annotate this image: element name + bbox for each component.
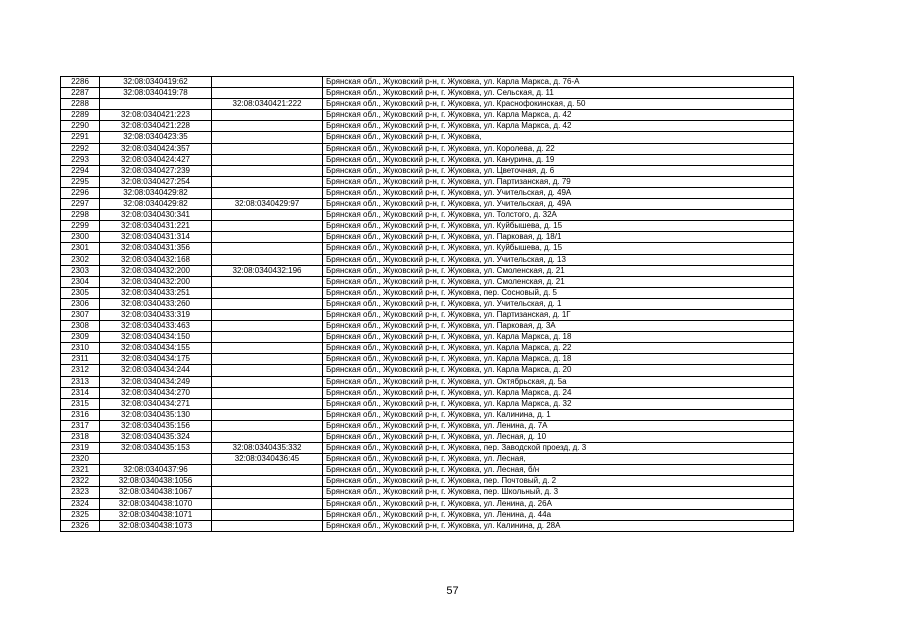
row-number-cell: 2293 — [61, 154, 100, 165]
cadastral-number-cell — [100, 454, 212, 465]
row-number-cell: 2315 — [61, 398, 100, 409]
row-number-cell: 2309 — [61, 332, 100, 343]
cadastral-number-cell: 32:08:0340435:324 — [100, 432, 212, 443]
cadastral-number-cell: 32:08:0340427:254 — [100, 176, 212, 187]
row-number-cell: 2326 — [61, 520, 100, 531]
address-cell: Брянская обл., Жуковский р-н, г. Жуковка, ул. Карла Маркса, д. 42 — [323, 121, 794, 132]
cadastral-number-cell: 32:08:0340435:130 — [100, 409, 212, 420]
cadastral-number-cell: 32:08:0340427:239 — [100, 165, 212, 176]
address-cell: Брянская обл., Жуковский р-н, г. Жуковка, ул. Куйбышева, д. 15 — [323, 243, 794, 254]
related-cadastral-number-cell — [212, 409, 323, 420]
cadastral-number-cell: 32:08:0340424:357 — [100, 143, 212, 154]
table-row — [61, 154, 794, 165]
related-cadastral-number-cell — [212, 309, 323, 320]
row-number-cell: 2314 — [61, 387, 100, 398]
related-cadastral-number-cell — [212, 498, 323, 509]
row-number-cell: 2318 — [61, 432, 100, 443]
row-number-cell: 2299 — [61, 221, 100, 232]
address-cell: Брянская обл., Жуковский р-н, г. Жуковка, ул. Карла Маркса, д. 42 — [323, 110, 794, 121]
related-cadastral-number-cell — [212, 143, 323, 154]
related-cadastral-number-cell — [212, 332, 323, 343]
table-row — [61, 287, 794, 298]
address-cell: Брянская обл., Жуковский р-н, г. Жуковка, ул. Парковая, д. 18/1 — [323, 232, 794, 243]
table-row — [61, 121, 794, 132]
cadastral-number-cell: 32:08:0340431:356 — [100, 243, 212, 254]
related-cadastral-number-cell — [212, 132, 323, 143]
table-row — [61, 210, 794, 221]
related-cadastral-number-cell — [212, 509, 323, 520]
cadastral-number-cell: 32:08:0340438:1071 — [100, 509, 212, 520]
table-row — [61, 487, 794, 498]
table-row — [61, 420, 794, 431]
address-cell: Брянская обл., Жуковский р-н, г. Жуковка, ул. Лесная, д. 10 — [323, 432, 794, 443]
row-number-cell: 2311 — [61, 354, 100, 365]
related-cadastral-number-cell — [212, 365, 323, 376]
related-cadastral-number-cell — [212, 243, 323, 254]
cadastral-number-cell: 32:08:0340429:82 — [100, 199, 212, 210]
cadastral-number-cell: 32:08:0340434:270 — [100, 387, 212, 398]
cadastral-number-cell: 32:08:0340437:96 — [100, 465, 212, 476]
row-number-cell: 2322 — [61, 476, 100, 487]
related-cadastral-number-cell — [212, 298, 323, 309]
table-row — [61, 432, 794, 443]
address-cell: Брянская обл., Жуковский р-н, г. Жуковка, ул. Куйбышева, д. 15 — [323, 221, 794, 232]
cadastral-number-cell: 32:08:0340434:249 — [100, 376, 212, 387]
table-row — [61, 265, 794, 276]
table-row — [61, 143, 794, 154]
address-cell: Брянская обл., Жуковский р-н, г. Жуковка, ул. Смоленская, д. 21 — [323, 265, 794, 276]
row-number-cell: 2316 — [61, 409, 100, 420]
table-row — [61, 321, 794, 332]
address-cell: Брянская обл., Жуковский р-н, г. Жуковка, пер. Заводской проезд, д. 3 — [323, 443, 794, 454]
related-cadastral-number-cell: 32:08:0340436:45 — [212, 454, 323, 465]
related-cadastral-number-cell — [212, 376, 323, 387]
address-cell: Брянская обл., Жуковский р-н, г. Жуковка, ул. Карла Маркса, д. 22 — [323, 343, 794, 354]
cadastral-number-cell: 32:08:0340431:221 — [100, 221, 212, 232]
row-number-cell: 2310 — [61, 343, 100, 354]
related-cadastral-number-cell — [212, 343, 323, 354]
related-cadastral-number-cell — [212, 121, 323, 132]
related-cadastral-number-cell: 32:08:0340429:97 — [212, 199, 323, 210]
cadastral-number-cell: 32:08:0340421:228 — [100, 121, 212, 132]
related-cadastral-number-cell: 32:08:0340435:332 — [212, 443, 323, 454]
row-number-cell: 2304 — [61, 276, 100, 287]
address-cell: Брянская обл., Жуковский р-н, г. Жуковка, ул. Партизанская, д. 79 — [323, 176, 794, 187]
address-cell: Брянская обл., Жуковский р-н, г. Жуковка, ул. Карла Маркса, д. 18 — [323, 332, 794, 343]
row-number-cell: 2287 — [61, 88, 100, 99]
address-cell: Брянская обл., Жуковский р-н, г. Жуковка, ул. Октябрьская, д. 5а — [323, 376, 794, 387]
cadastral-number-cell: 32:08:0340433:319 — [100, 309, 212, 320]
table-row — [61, 398, 794, 409]
address-cell: Брянская обл., Жуковский р-н, г. Жуковка, ул. Карла Маркса, д. 24 — [323, 387, 794, 398]
page-number: 57 — [446, 585, 459, 597]
row-number-cell: 2289 — [61, 110, 100, 121]
address-cell: Брянская обл., Жуковский р-н, г. Жуковка, ул. Калинина, д. 1 — [323, 409, 794, 420]
row-number-cell: 2319 — [61, 443, 100, 454]
table-row — [61, 309, 794, 320]
address-cell: Брянская обл., Жуковский р-н, г. Жуковка, ул. Партизанская, д. 1Г — [323, 309, 794, 320]
cadastral-number-cell: 32:08:0340438:1070 — [100, 498, 212, 509]
table-row — [61, 99, 794, 110]
row-number-cell: 2296 — [61, 187, 100, 198]
related-cadastral-number-cell — [212, 187, 323, 198]
address-cell: Брянская обл., Жуковский р-н, г. Жуковка, ул. Ленина, д. 44а — [323, 509, 794, 520]
table-row — [61, 343, 794, 354]
row-number-cell: 2306 — [61, 298, 100, 309]
registry-table — [60, 76, 794, 532]
table-row — [61, 232, 794, 243]
cadastral-number-cell: 32:08:0340438:1067 — [100, 487, 212, 498]
table-row — [61, 276, 794, 287]
cadastral-number-cell: 32:08:0340435:156 — [100, 420, 212, 431]
related-cadastral-number-cell: 32:08:0340421:222 — [212, 99, 323, 110]
related-cadastral-number-cell — [212, 232, 323, 243]
cadastral-number-cell: 32:08:0340434:244 — [100, 365, 212, 376]
related-cadastral-number-cell — [212, 321, 323, 332]
cadastral-number-cell: 32:08:0340432:168 — [100, 254, 212, 265]
related-cadastral-number-cell — [212, 221, 323, 232]
table-row — [61, 243, 794, 254]
row-number-cell: 2291 — [61, 132, 100, 143]
related-cadastral-number-cell — [212, 465, 323, 476]
address-cell: Брянская обл., Жуковский р-н, г. Жуковка, ул. Карла Маркса, д. 18 — [323, 354, 794, 365]
cadastral-number-cell: 32:08:0340438:1056 — [100, 476, 212, 487]
cadastral-number-cell: 32:08:0340438:1073 — [100, 520, 212, 531]
table-row — [61, 298, 794, 309]
cadastral-number-cell: 32:08:0340433:463 — [100, 321, 212, 332]
related-cadastral-number-cell — [212, 254, 323, 265]
cadastral-number-cell: 32:08:0340431:314 — [100, 232, 212, 243]
related-cadastral-number-cell — [212, 88, 323, 99]
table-row — [61, 354, 794, 365]
row-number-cell: 2302 — [61, 254, 100, 265]
address-cell: Брянская обл., Жуковский р-н, г. Жуковка, — [323, 132, 794, 143]
related-cadastral-number-cell — [212, 154, 323, 165]
address-cell: Брянская обл., Жуковский р-н, г. Жуковка, ул. Смоленская, д. 21 — [323, 276, 794, 287]
related-cadastral-number-cell — [212, 432, 323, 443]
related-cadastral-number-cell — [212, 487, 323, 498]
address-cell: Брянская обл., Жуковский р-н, г. Жуковка, ул. Королева, д. 22 — [323, 143, 794, 154]
related-cadastral-number-cell — [212, 476, 323, 487]
related-cadastral-number-cell — [212, 398, 323, 409]
table-row — [61, 110, 794, 121]
related-cadastral-number-cell — [212, 354, 323, 365]
cadastral-number-cell: 32:08:0340429:82 — [100, 187, 212, 198]
row-number-cell: 2305 — [61, 287, 100, 298]
related-cadastral-number-cell — [212, 276, 323, 287]
cadastral-number-cell: 32:08:0340419:62 — [100, 77, 212, 88]
address-cell: Брянская обл., Жуковский р-н, г. Жуковка, пер. Почтовый, д. 2 — [323, 476, 794, 487]
cadastral-number-cell: 32:08:0340424:427 — [100, 154, 212, 165]
cadastral-number-cell: 32:08:0340419:78 — [100, 88, 212, 99]
table-row — [61, 254, 794, 265]
address-cell: Брянская обл., Жуковский р-н, г. Жуковка, ул. Карла Маркса, д. 32 — [323, 398, 794, 409]
address-cell: Брянская обл., Жуковский р-н, г. Жуковка, ул. Учительская, д. 49А — [323, 199, 794, 210]
table-row — [61, 465, 794, 476]
table-row — [61, 176, 794, 187]
row-number-cell: 2317 — [61, 420, 100, 431]
cadastral-number-cell: 32:08:0340432:200 — [100, 276, 212, 287]
address-cell: Брянская обл., Жуковский р-н, г. Жуковка, ул. Учительская, д. 1 — [323, 298, 794, 309]
row-number-cell: 2300 — [61, 232, 100, 243]
row-number-cell: 2307 — [61, 309, 100, 320]
table-row — [61, 187, 794, 198]
table-row — [61, 199, 794, 210]
row-number-cell: 2290 — [61, 121, 100, 132]
address-cell: Брянская обл., Жуковский р-н, г. Жуковка, ул. Учительская, д. 49А — [323, 187, 794, 198]
address-cell: Брянская обл., Жуковский р-н, г. Жуковка, ул. Ленина, д. 7А — [323, 420, 794, 431]
row-number-cell: 2295 — [61, 176, 100, 187]
related-cadastral-number-cell — [212, 387, 323, 398]
address-cell: Брянская обл., Жуковский р-н, г. Жуковка, ул. Цветочная, д. 6 — [323, 165, 794, 176]
table-row — [61, 332, 794, 343]
related-cadastral-number-cell: 32:08:0340432:196 — [212, 265, 323, 276]
cadastral-number-cell — [100, 99, 212, 110]
table-row — [61, 165, 794, 176]
table-row — [61, 520, 794, 531]
table-row — [61, 88, 794, 99]
table-row — [61, 476, 794, 487]
row-number-cell: 2320 — [61, 454, 100, 465]
address-cell: Брянская обл., Жуковский р-н, г. Жуковка, ул. Толстого, д. 32А — [323, 210, 794, 221]
row-number-cell: 2324 — [61, 498, 100, 509]
address-cell: Брянская обл., Жуковский р-н, г. Жуковка, ул. Лесная, б/н — [323, 465, 794, 476]
cadastral-number-cell: 32:08:0340432:200 — [100, 265, 212, 276]
row-number-cell: 2323 — [61, 487, 100, 498]
related-cadastral-number-cell — [212, 176, 323, 187]
table-row — [61, 387, 794, 398]
table-row — [61, 454, 794, 465]
cadastral-number-cell: 32:08:0340423:35 — [100, 132, 212, 143]
row-number-cell: 2286 — [61, 77, 100, 88]
row-number-cell: 2325 — [61, 509, 100, 520]
cadastral-number-cell: 32:08:0340434:150 — [100, 332, 212, 343]
related-cadastral-number-cell — [212, 420, 323, 431]
row-number-cell: 2321 — [61, 465, 100, 476]
address-cell: Брянская обл., Жуковский р-н, г. Жуковка, ул. Карла Маркса, д. 76-А — [323, 77, 794, 88]
table-row — [61, 443, 794, 454]
related-cadastral-number-cell — [212, 287, 323, 298]
address-cell: Брянская обл., Жуковский р-н, г. Жуковка, ул. Краснофокинская, д. 50 — [323, 99, 794, 110]
row-number-cell: 2292 — [61, 143, 100, 154]
address-cell: Брянская обл., Жуковский р-н, г. Жуковка, ул. Калинина, д. 28А — [323, 520, 794, 531]
cadastral-number-cell: 32:08:0340433:251 — [100, 287, 212, 298]
row-number-cell: 2308 — [61, 321, 100, 332]
related-cadastral-number-cell — [212, 210, 323, 221]
row-number-cell: 2312 — [61, 365, 100, 376]
address-cell: Брянская обл., Жуковский р-н, г. Жуковка, пер. Школьный, д. 3 — [323, 487, 794, 498]
related-cadastral-number-cell — [212, 165, 323, 176]
row-number-cell: 2297 — [61, 199, 100, 210]
related-cadastral-number-cell — [212, 77, 323, 88]
cadastral-number-cell: 32:08:0340434:271 — [100, 398, 212, 409]
table-row — [61, 509, 794, 520]
row-number-cell: 2303 — [61, 265, 100, 276]
address-cell: Брянская обл., Жуковский р-н, г. Жуковка, ул. Канурина, д. 19 — [323, 154, 794, 165]
cadastral-number-cell: 32:08:0340434:175 — [100, 354, 212, 365]
table-row — [61, 221, 794, 232]
row-number-cell: 2313 — [61, 376, 100, 387]
cadastral-number-cell: 32:08:0340433:260 — [100, 298, 212, 309]
related-cadastral-number-cell — [212, 520, 323, 531]
table-row — [61, 376, 794, 387]
row-number-cell: 2294 — [61, 165, 100, 176]
table-row — [61, 498, 794, 509]
registry-table-body — [61, 77, 794, 532]
row-number-cell: 2288 — [61, 99, 100, 110]
address-cell: Брянская обл., Жуковский р-н, г. Жуковка, ул. Ленина, д. 26А — [323, 498, 794, 509]
address-cell: Брянская обл., Жуковский р-н, г. Жуковка, ул. Карла Маркса, д. 20 — [323, 365, 794, 376]
row-number-cell: 2298 — [61, 210, 100, 221]
address-cell: Брянская обл., Жуковский р-н, г. Жуковка, ул. Парковая, д. 3А — [323, 321, 794, 332]
cadastral-number-cell: 32:08:0340430:341 — [100, 210, 212, 221]
table-row — [61, 409, 794, 420]
address-cell: Брянская обл., Жуковский р-н, г. Жуковка, ул. Сельская, д. 11 — [323, 88, 794, 99]
related-cadastral-number-cell — [212, 110, 323, 121]
cadastral-number-cell: 32:08:0340434:155 — [100, 343, 212, 354]
address-cell: Брянская обл., Жуковский р-н, г. Жуковка, ул. Учительская, д. 13 — [323, 254, 794, 265]
table-row — [61, 365, 794, 376]
cadastral-number-cell: 32:08:0340435:153 — [100, 443, 212, 454]
cadastral-number-cell: 32:08:0340421:223 — [100, 110, 212, 121]
address-cell: Брянская обл., Жуковский р-н, г. Жуковка, пер. Сосновый, д. 5 — [323, 287, 794, 298]
table-row — [61, 77, 794, 88]
row-number-cell: 2301 — [61, 243, 100, 254]
address-cell: Брянская обл., Жуковский р-н, г. Жуковка, ул. Лесная, — [323, 454, 794, 465]
table-row — [61, 132, 794, 143]
